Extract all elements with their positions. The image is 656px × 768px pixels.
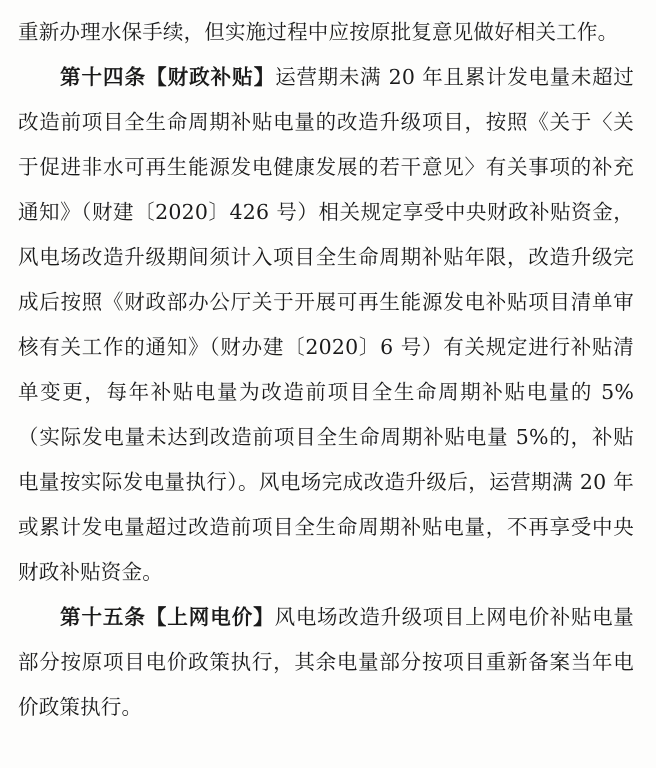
article-heading-label: 第十四条【财政补贴】 [60, 65, 276, 89]
paragraph-text: 风电场改造升级项目上网电价补贴电量部分按原项目电价政策执行，其余电量部分按项目重新备案当年电价政策执行。 [18, 605, 634, 719]
document-body [18, 10, 634, 730]
paragraph-continuation [18, 10, 634, 55]
paragraph-article-14 [18, 55, 634, 595]
article-heading-label: 第十五条【上网电价】 [60, 605, 275, 629]
paragraph-text: 重新办理水保手续，但实施过程中应按原批复意见做好相关工作。 [18, 20, 619, 44]
paragraph-text: 运营期未满 20 年且累计发电量未超过改造前项目全生命周期补贴电量的改造升级项目，按照《关于〈关于促进非水可再生能源发电健康发展的若干意见〉有关事项的补充通知》（财建〔2020〕426 号）相关规定享受中央财政补贴资金，风电场改造升级期间须计入项目全生命周期补贴年限，改造升级完成后按照《财政部办公厅关于开展可再生能源发电补贴项目清单审核有关工作的通知》（财办建〔2020〕6 号）有关规定进行补贴清单变更，每年补贴电量为改造前项目全生命周期补贴电量的 5%（实际发电量未达到改造前项目全生命周期补贴电量 5%的，补贴电量按实际发电量执行）。风电场完成改造升级后，运营期满 20 年或累计发电量超过改造前项目全生命周期补贴电量，不再享受中央财政补贴资金。 [18, 65, 635, 584]
paragraph-article-15 [18, 595, 634, 730]
